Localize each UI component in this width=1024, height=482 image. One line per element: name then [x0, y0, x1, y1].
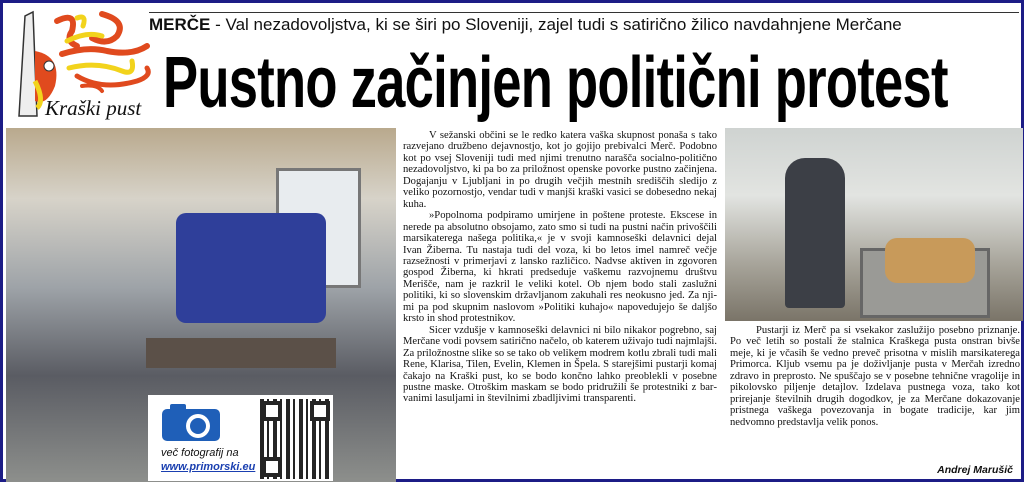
headline: Pustno začinjen politični protest	[163, 43, 948, 123]
photo-promo-box	[148, 395, 333, 481]
author-byline: Andrej Marušič	[937, 464, 1013, 476]
kraski-pust-logo	[7, 6, 157, 124]
article-paragraph: V sežanski občini se le redko katera vaška skupnost ponaša s tako razvejano družbeno dejavnostjo, kot jo gojijo prebivalci Merč. Podobno kot po vsej Sloveniji tudi med njimi trenutno narašča socialno-politično nezadovoljstvo, ki pa bo za priložnost openske povorke pustno začinjena. Dogajanju v Ljubljani in po drugih večjih mestnih središčih sledijo z veliko pozornostjo, vendar tudi v manjši kraški vasici se dobesedno nekaj kuha.	[403, 130, 717, 210]
qr-code[interactable]	[260, 399, 332, 479]
article-column-right	[730, 325, 1020, 428]
photo-cart	[146, 338, 336, 368]
article-paragraph: »Popolnoma podpiramo umirjene in poštene proteste. Ekscese in nerede pa absolutno obsojamo, zato smo si tudi na pustni način privoščili marsikaterega našega politika,« je v svoji kamnoseški delavnici dejal Ivan Žiberna. Tu nastaja tudi del voza, ki bo letos imel namreč večje razsežnosti v primerjavi z lansko različico. Nadvse aktiven in zgovoren gospod Žiberna, ki hkrati predseduje vaškemu razvojnemu društvu Merišče, nam je razkril le veliki kotel. Ob njem bodo stali zaslužni politiki, ki so slovenskim državljanom zakuhali res neokusno jed. Za njimi pa pod skupnim naslovom »Politiki kuhajo« napovedujejo še daljšo krsto in shod protestnikov.	[403, 210, 717, 325]
photo-man	[785, 158, 845, 308]
woodworking-photo	[725, 128, 1023, 321]
promo-text: več fotografij na	[161, 447, 239, 459]
promo-link[interactable]: www.primorski.eu	[161, 461, 256, 473]
kicker	[149, 12, 1019, 35]
logo-text: Kraški pust	[45, 96, 142, 120]
article-column-middle	[403, 130, 717, 405]
article-paragraph: Sicer vzdušje v kamnoseški delavnici ni bilo nikakor pogrebno, saj Merčane vodi povsem satirično načelo, ob katerem uživajo tudi najmlajši. Za priložnostne slike so se tako ob velikem modrem kotlu zbrali tudi mali Rene, Klarisa, Tilen, Evelin, Klemen in Špela. S starejšimi pustarji komaj čakajo na Kraški pust, ko se bodo končno lahko preoblekli v posebne pustne maske. Otroškim maskam se bodo pridružili še protestniki z barvanimi lasuljami in številnimi zbadljivimi transparenti.	[403, 324, 717, 405]
camera-icon	[158, 401, 228, 443]
article-paragraph: Pustarji iz Merč pa si vsekakor zaslužijo posebno priznanje. Po več letih so postali že stalnica Kraškega pusta onstran bivše meje, ki je včasih še vedno preveč prisotna v mislih marsikaterega Primorca. Kljub vsemu pa je doživljanje pusta v Merčah izredno zdravo in preprosto. Ne spuščajo se v posebne tehnične vragolije in pikolovsko piljenje detajlov. Izdelava pustnega voza, tako kot prirejanje številnih drugih dogodkov, je za Merčane dokazovanje pristnega vaškega povezovanja in bogate tradicije, kar jim nedvomno predstavlja velik ponos.	[730, 325, 1020, 428]
photo-wood	[885, 238, 975, 283]
photo-blue-kettle	[176, 213, 326, 323]
kicker-text: - Val nezadovoljstva, ki se širi po Sloveniji, zajel tudi s satirično žilico navdahnjene Merčane	[210, 15, 902, 34]
kicker-place: MERČE	[149, 15, 211, 34]
